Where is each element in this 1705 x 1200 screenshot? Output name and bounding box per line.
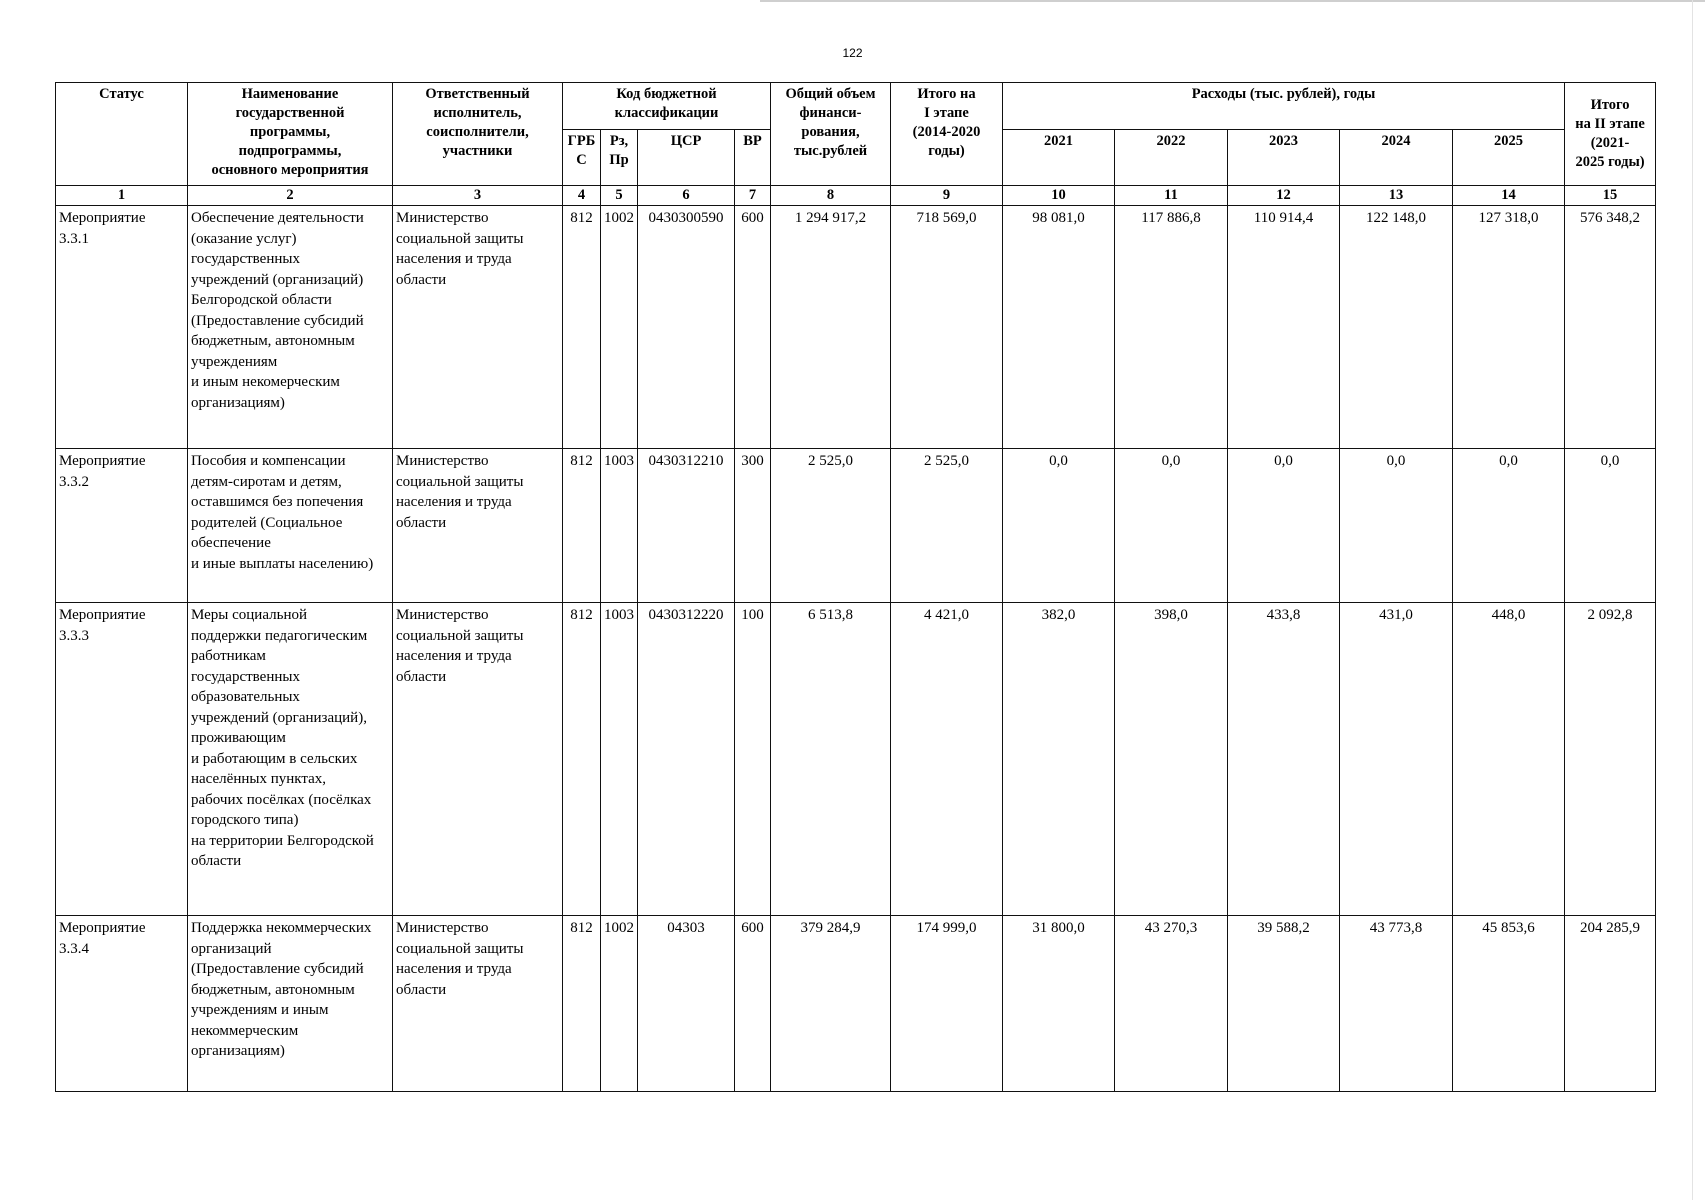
row-2024: 0,0 bbox=[1340, 449, 1453, 603]
row-name-text: Обеспечение деятельности (оказание услуг) государственных учреждений (организаций) Белгородской области (Предоставление субсидий бюджетным, автономным учреждениям и иным некомерческим организациям) bbox=[191, 210, 364, 411]
row-2025: 0,0 bbox=[1453, 449, 1565, 603]
table-row bbox=[56, 206, 1656, 449]
header-executor bbox=[393, 83, 563, 186]
header-rzpr-label: Рз, Пр bbox=[609, 133, 629, 168]
header-year-2025 bbox=[1453, 130, 1565, 186]
header-name bbox=[188, 83, 393, 186]
column-number: 15 bbox=[1565, 186, 1656, 206]
row-name bbox=[188, 206, 393, 449]
row-name-text: Меры социальной поддержки педагогическим работникам государственных образовательных учреждений (организаций), проживающим и работающим в сельских населённых пунктах, рабочих посёлках (посёлках городского типа) на территории Белгородской области bbox=[191, 607, 374, 869]
header-rzpr bbox=[601, 130, 638, 186]
table-row bbox=[56, 916, 1656, 1092]
row-stage1: 4 421,0 bbox=[891, 603, 1003, 916]
row-total: 379 284,9 bbox=[771, 916, 891, 1092]
header-total-label: Общий объем финанси- рования, тыс.рублей bbox=[785, 86, 876, 159]
header-grbs bbox=[563, 130, 601, 186]
table-row bbox=[56, 603, 1656, 916]
header-stage1 bbox=[891, 83, 1003, 186]
row-2022: 43 270,3 bbox=[1115, 916, 1228, 1092]
row-stage1: 174 999,0 bbox=[891, 916, 1003, 1092]
row-status-text: Мероприятие 3.3.2 bbox=[59, 453, 146, 490]
row-2021: 98 081,0 bbox=[1003, 206, 1115, 449]
column-number: 1 bbox=[56, 186, 188, 206]
row-vr: 300 bbox=[735, 449, 771, 603]
row-2023: 39 588,2 bbox=[1228, 916, 1340, 1092]
header-year-label: 2022 bbox=[1156, 133, 1186, 149]
row-status-text: Мероприятие 3.3.3 bbox=[59, 607, 146, 644]
row-grbs: 812 bbox=[563, 603, 601, 916]
row-grbs: 812 bbox=[563, 206, 601, 449]
row-2022: 398,0 bbox=[1115, 603, 1228, 916]
column-number: 4 bbox=[563, 186, 601, 206]
row-executor-text: Министерство социальной защиты населения и труда области bbox=[396, 607, 524, 685]
row-total: 1 294 917,2 bbox=[771, 206, 891, 449]
header-vr bbox=[735, 130, 771, 186]
scan-top-rule bbox=[760, 0, 1705, 2]
column-number: 3 bbox=[393, 186, 563, 206]
header-year-label: 2023 bbox=[1269, 133, 1298, 149]
row-executor-text: Министерство социальной защиты населения и труда области bbox=[396, 920, 524, 998]
row-stage1: 718 569,0 bbox=[891, 206, 1003, 449]
row-name-text: Пособия и компенсации детям-сиротам и детям, оставшимся без попечения родителей (Социальное обеспечение и иные выплаты населению) bbox=[191, 453, 374, 572]
header-year-label: 2021 bbox=[1044, 133, 1073, 149]
header-csr-label: ЦСР bbox=[670, 133, 702, 149]
row-status bbox=[56, 916, 188, 1092]
row-2022: 0,0 bbox=[1115, 449, 1228, 603]
row-rzpr: 1002 bbox=[601, 916, 638, 1092]
row-name bbox=[188, 603, 393, 916]
row-stage1: 2 525,0 bbox=[891, 449, 1003, 603]
row-total: 2 525,0 bbox=[771, 449, 891, 603]
header-year-2024 bbox=[1340, 130, 1453, 186]
row-stage2: 204 285,9 bbox=[1565, 916, 1656, 1092]
row-csr: 0430312210 bbox=[638, 449, 735, 603]
row-2023: 433,8 bbox=[1228, 603, 1340, 916]
header-budget-code bbox=[563, 83, 771, 130]
column-number-row bbox=[56, 186, 1656, 206]
row-csr: 04303 bbox=[638, 916, 735, 1092]
header-stage2-label: Итого на II этапе (2021- 2025 годы) bbox=[1575, 97, 1645, 170]
column-number: 2 bbox=[188, 186, 393, 206]
row-executor bbox=[393, 206, 563, 449]
column-number: 14 bbox=[1453, 186, 1565, 206]
row-rzpr: 1003 bbox=[601, 603, 638, 916]
row-2023: 110 914,4 bbox=[1228, 206, 1340, 449]
row-grbs: 812 bbox=[563, 916, 601, 1092]
row-2025: 127 318,0 bbox=[1453, 206, 1565, 449]
row-2024: 431,0 bbox=[1340, 603, 1453, 916]
row-2025: 448,0 bbox=[1453, 603, 1565, 916]
row-stage2: 0,0 bbox=[1565, 449, 1656, 603]
header-budget-code-label: Код бюджетной классификации bbox=[614, 86, 719, 121]
header-expenses-label: Расходы (тыс. рублей), годы bbox=[1191, 86, 1376, 102]
column-number: 8 bbox=[771, 186, 891, 206]
row-2022: 117 886,8 bbox=[1115, 206, 1228, 449]
header-status bbox=[56, 83, 188, 186]
column-number: 5 bbox=[601, 186, 638, 206]
header-grbs-label: ГРБ С bbox=[567, 133, 596, 168]
column-number: 12 bbox=[1228, 186, 1340, 206]
header-year-2021 bbox=[1003, 130, 1115, 186]
row-status bbox=[56, 449, 188, 603]
table-row bbox=[56, 449, 1656, 603]
row-name-text: Поддержка некоммерческих организаций (Предоставление субсидий бюджетным, автономным учреждениям и иным некоммерческим организациям) bbox=[191, 920, 372, 1059]
row-status bbox=[56, 603, 188, 916]
row-grbs: 812 bbox=[563, 449, 601, 603]
row-2021: 31 800,0 bbox=[1003, 916, 1115, 1092]
row-executor bbox=[393, 449, 563, 603]
row-2021: 382,0 bbox=[1003, 603, 1115, 916]
row-vr: 600 bbox=[735, 206, 771, 449]
header-row-1 bbox=[56, 83, 1656, 130]
row-vr: 600 bbox=[735, 916, 771, 1092]
header-vr-label: ВР bbox=[743, 133, 762, 149]
row-executor-text: Министерство социальной защиты населения и труда области bbox=[396, 453, 524, 531]
row-stage2: 2 092,8 bbox=[1565, 603, 1656, 916]
column-number: 6 bbox=[638, 186, 735, 206]
row-vr: 100 bbox=[735, 603, 771, 916]
row-2024: 122 148,0 bbox=[1340, 206, 1453, 449]
row-2023: 0,0 bbox=[1228, 449, 1340, 603]
page-number: 122 bbox=[842, 46, 863, 60]
row-2025: 45 853,6 bbox=[1453, 916, 1565, 1092]
row-csr: 0430300590 bbox=[638, 206, 735, 449]
column-number: 9 bbox=[891, 186, 1003, 206]
header-stage2 bbox=[1565, 83, 1656, 186]
header-expenses bbox=[1003, 83, 1565, 130]
column-number: 7 bbox=[735, 186, 771, 206]
row-executor-text: Министерство социальной защиты населения и труда области bbox=[396, 210, 524, 288]
header-year-2023 bbox=[1228, 130, 1340, 186]
row-executor bbox=[393, 916, 563, 1092]
row-status-text: Мероприятие 3.3.4 bbox=[59, 920, 146, 957]
row-executor bbox=[393, 603, 563, 916]
column-number: 11 bbox=[1115, 186, 1228, 206]
row-total: 6 513,8 bbox=[771, 603, 891, 916]
row-csr: 0430312220 bbox=[638, 603, 735, 916]
budget-table bbox=[55, 82, 1656, 1092]
row-rzpr: 1003 bbox=[601, 449, 638, 603]
header-status-label: Статус bbox=[99, 86, 144, 102]
row-status-text: Мероприятие 3.3.1 bbox=[59, 210, 146, 247]
header-year-2022 bbox=[1115, 130, 1228, 186]
row-name bbox=[188, 916, 393, 1092]
header-stage1-label: Итого на I этапе (2014-2020 годы) bbox=[912, 86, 981, 159]
row-2024: 43 773,8 bbox=[1340, 916, 1453, 1092]
header-total bbox=[771, 83, 891, 186]
column-number: 13 bbox=[1340, 186, 1453, 206]
column-number: 10 bbox=[1003, 186, 1115, 206]
row-status bbox=[56, 206, 188, 449]
row-2021: 0,0 bbox=[1003, 449, 1115, 603]
header-csr bbox=[638, 130, 735, 186]
header-name-label: Наименование государственной программы, подпрограммы, основного мероприятия bbox=[211, 86, 369, 178]
header-executor-label: Ответственный исполнитель, соисполнители, участники bbox=[425, 86, 530, 159]
header-year-label: 2025 bbox=[1494, 133, 1524, 149]
row-stage2: 576 348,2 bbox=[1565, 206, 1656, 449]
header-year-label: 2024 bbox=[1381, 133, 1411, 149]
row-name bbox=[188, 449, 393, 603]
row-rzpr: 1002 bbox=[601, 206, 638, 449]
scan-edge-rule bbox=[1692, 0, 1693, 1200]
